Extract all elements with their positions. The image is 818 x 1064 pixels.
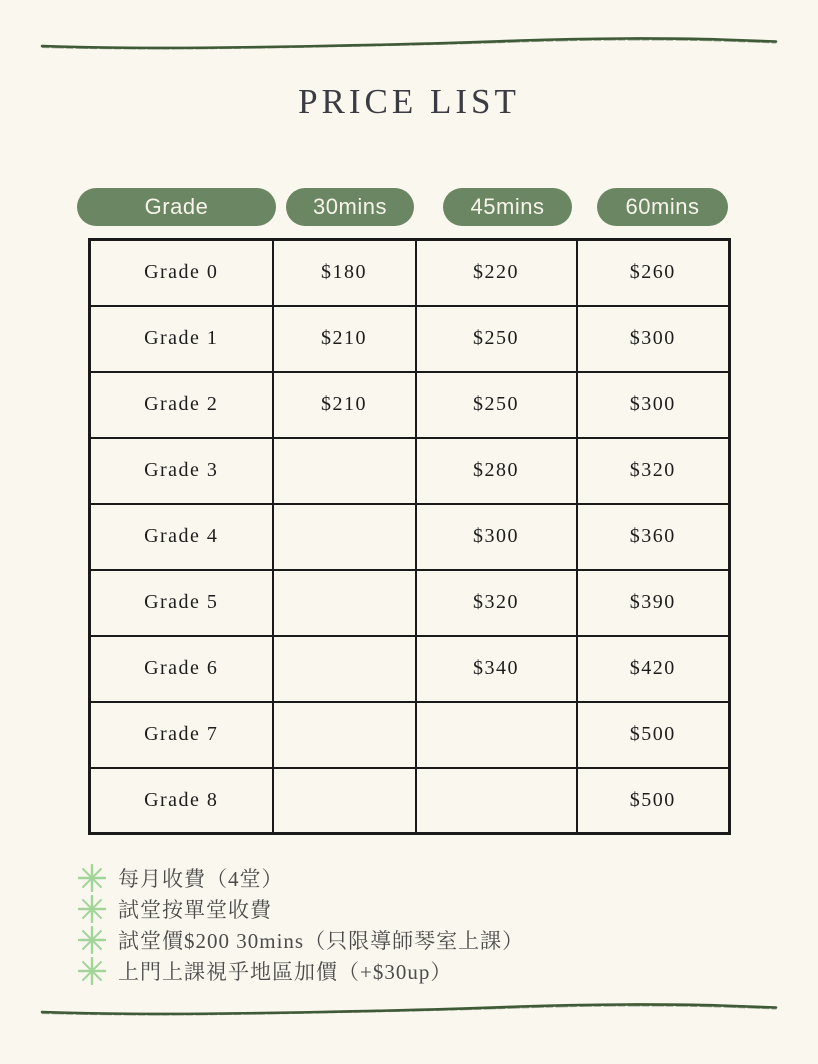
price-cell <box>273 438 416 504</box>
sparkle-icon <box>78 926 106 954</box>
price-cell: $220 <box>416 240 577 306</box>
grade-cell: Grade 8 <box>90 768 273 834</box>
sparkle-icon <box>78 957 106 985</box>
table-row <box>90 504 730 570</box>
column-pill-30mins: 30mins <box>286 188 414 226</box>
price-cell: $260 <box>577 240 730 306</box>
price-cell <box>273 570 416 636</box>
note-text: 上門上課視乎地區加價（+$30up） <box>118 959 453 984</box>
price-cell: $320 <box>416 570 577 636</box>
price-cell: $300 <box>416 504 577 570</box>
price-cell <box>416 768 577 834</box>
price-cell <box>273 702 416 768</box>
page-title: PRICE LIST <box>298 82 520 121</box>
price-cell: $210 <box>273 372 416 438</box>
notes-list <box>78 862 524 986</box>
price-cell <box>273 636 416 702</box>
table-row <box>90 570 730 636</box>
price-cell: $320 <box>577 438 730 504</box>
table-row <box>90 372 730 438</box>
note-text: 每月收費（4堂） <box>118 866 284 891</box>
note-text: 試堂按單堂收費 <box>118 897 272 922</box>
grade-cell: Grade 6 <box>90 636 273 702</box>
brush-stroke-top-icon <box>40 33 778 51</box>
price-cell: $390 <box>577 570 730 636</box>
price-cell: $420 <box>577 636 730 702</box>
brush-stroke-bottom-icon <box>40 999 778 1017</box>
grade-cell: Grade 2 <box>90 372 273 438</box>
price-cell: $280 <box>416 438 577 504</box>
note-item <box>78 924 524 955</box>
price-cell: $300 <box>577 306 730 372</box>
price-cell <box>273 504 416 570</box>
table-row <box>90 702 730 768</box>
note-text: 試堂價$200 30mins（只限導師琴室上課） <box>118 928 525 953</box>
price-cell: $500 <box>577 768 730 834</box>
price-cell <box>416 702 577 768</box>
table-row <box>90 306 730 372</box>
table-row <box>90 438 730 504</box>
price-cell: $250 <box>416 372 577 438</box>
column-pill-60mins: 60mins <box>597 188 728 226</box>
sparkle-icon <box>78 895 106 923</box>
grade-cell: Grade 4 <box>90 504 273 570</box>
price-table <box>88 238 731 835</box>
price-cell <box>273 768 416 834</box>
note-item <box>78 955 524 986</box>
price-cell: $300 <box>577 372 730 438</box>
table-row <box>90 240 730 306</box>
grade-cell: Grade 0 <box>90 240 273 306</box>
table-row <box>90 636 730 702</box>
price-cell: $340 <box>416 636 577 702</box>
table-row <box>90 768 730 834</box>
price-cell: $250 <box>416 306 577 372</box>
price-cell: $500 <box>577 702 730 768</box>
grade-cell: Grade 1 <box>90 306 273 372</box>
sparkle-icon <box>78 864 106 892</box>
column-pill-45mins: 45mins <box>443 188 572 226</box>
note-item <box>78 862 524 893</box>
grade-cell: Grade 5 <box>90 570 273 636</box>
column-pill-grade: Grade <box>77 188 276 226</box>
price-cell: $360 <box>577 504 730 570</box>
price-cell: $180 <box>273 240 416 306</box>
grade-cell: Grade 3 <box>90 438 273 504</box>
price-cell: $210 <box>273 306 416 372</box>
note-item <box>78 893 524 924</box>
grade-cell: Grade 7 <box>90 702 273 768</box>
